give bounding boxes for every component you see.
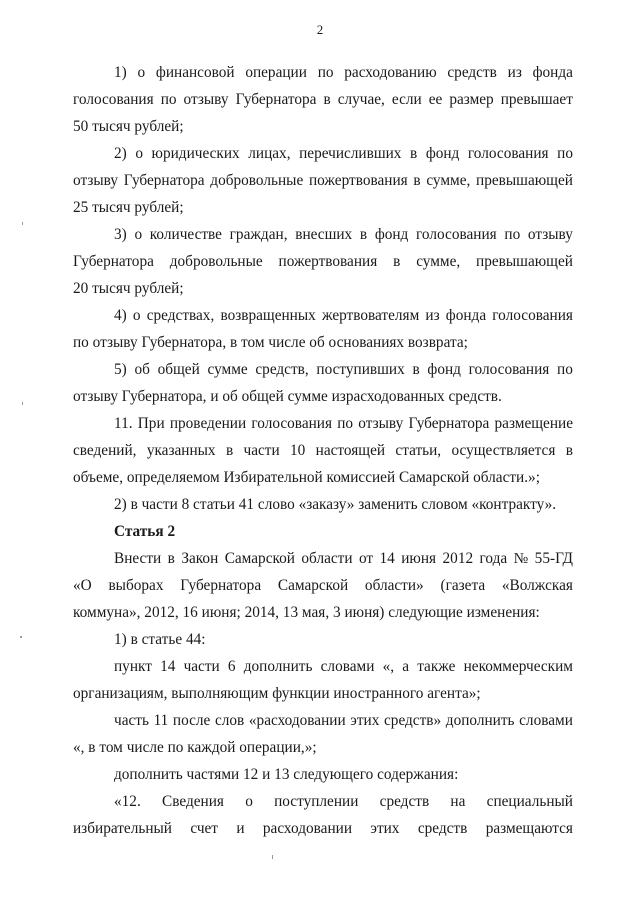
word: 4) [114,307,127,324]
word: об [134,361,150,378]
word: отзыву [358,415,404,432]
text-line: 1) в статье 44: [114,631,206,648]
text-line [114,145,573,163]
word: расходовании [262,820,353,837]
word: в [413,172,421,189]
word: сумме, [426,172,471,189]
word: выборах [108,577,164,594]
word: отзыву [183,91,229,108]
text-line: коммуна», 2012, 16 июня; 2014, 13 мая, 3 июня) следующие изменения: [73,604,540,621]
text-line: 20 тысяч рублей; [73,280,184,297]
word: по [317,64,334,81]
word: и [236,820,245,837]
word: голосования [492,307,573,324]
word: этих [370,820,400,837]
word: средств, [255,361,309,378]
word: если [391,91,422,108]
text-line [73,253,573,271]
text-line [114,226,573,244]
word: превышает [500,91,573,108]
word: голосования [416,226,497,243]
word: 10 [290,442,306,459]
word: о [137,64,146,81]
text-line [114,712,573,730]
scan-speck [22,222,23,225]
word: части [243,442,280,459]
word: о [135,145,143,162]
text-line: 2) в части 8 статьи 41 слово «заказу» заменить словом «контракту». [114,496,557,513]
word: голосования [73,91,154,108]
word: (газета [440,577,486,594]
text-line [114,793,573,811]
word: в [323,91,331,108]
word: При [137,415,165,432]
text-line: отзыву Губернатора, и об общей сумме израсходованных средств. [73,388,502,405]
word: от [358,550,374,567]
text-line: дополнить частями 12 и 13 следующего содержания: [114,766,459,783]
word: фонд [425,145,460,162]
word: Губернатора [235,91,317,108]
word: области [301,550,353,567]
word: по [337,415,354,432]
text-line [73,577,573,595]
word: избирательный [73,820,172,837]
word: средствах, [146,307,215,324]
word: специальный [486,793,573,810]
word: отзыву [527,226,573,243]
scan-speck [22,402,23,405]
word: 2) [114,145,127,162]
word: счет [190,820,218,837]
word: о [132,307,141,324]
word: Самарской [224,550,295,567]
word: средств [417,820,468,837]
word: общей [157,361,200,378]
text-line [114,307,573,325]
word: части [183,658,220,675]
word: добровольные [169,253,263,270]
text-line [114,550,573,568]
word: в [393,253,401,270]
word: в [225,442,234,459]
word: перечисливших [299,145,402,162]
word: голосования [468,361,550,378]
text-line [114,361,573,379]
word: Внести [114,550,162,567]
word: 2012 [442,550,474,567]
word: юридических [151,145,240,162]
word: в [412,361,420,378]
word: сумме, [416,253,461,270]
text-line [114,658,573,676]
word: Самарской [277,577,349,594]
word: отзыву [73,172,118,189]
word: 1) [114,64,127,81]
word: «расходовании [248,712,346,729]
word: превышающей [476,253,573,270]
word: словами [519,712,573,729]
word: в [167,550,175,567]
text-line [73,172,573,190]
word: а [402,658,410,675]
word: из [425,307,440,324]
word: Закон [181,550,219,567]
word: года [479,550,508,567]
word: дополнить [243,658,313,675]
word: фонд [427,361,461,378]
word: Губернатора [73,253,154,270]
word: поступлении [274,793,359,810]
word: также [417,658,456,675]
word: 14 [379,550,395,567]
word: указанных [146,442,216,459]
word: из [507,64,522,81]
word: осуществляется [451,442,556,459]
article-heading: Статья 2 [114,523,176,540]
word: жертвователям [321,307,420,324]
word: проведении [169,415,247,432]
word: 14 [160,658,176,675]
word: № [513,550,529,567]
word: пожертвования [278,253,378,270]
word: 3) [114,226,127,243]
word: сведений, [73,442,137,459]
word: по [557,361,573,378]
word: фонд [374,226,409,243]
text-line [73,91,573,109]
scan-speck [272,855,273,859]
word: 11. [114,415,133,432]
word: фонда [445,307,487,324]
word: размещаются [485,820,573,837]
word: в [565,442,573,459]
word: «О [73,577,92,594]
word: Губернатора [180,577,262,594]
scan-speck [20,636,22,638]
word: голосования [467,145,549,162]
word: пожертвования [308,172,408,189]
word: слов [214,712,245,729]
word: «Волжская [501,577,573,594]
word: лицах, [248,145,291,162]
word: некоммерческим [463,658,573,675]
word: 11 [153,712,169,729]
word: финансовой [155,64,235,81]
word: возвращенных [220,307,316,324]
page-number: 2 [316,22,324,37]
word: сумме [207,361,248,378]
word: 55-ГД [534,550,573,567]
word: июня [401,550,437,567]
word: области» [364,577,424,594]
word: дополнить [445,712,515,729]
word: 5) [114,361,127,378]
word: добровольные [210,172,304,189]
text-line [73,442,573,460]
word: размер [449,91,494,108]
word: этих [350,712,380,729]
word: часть [114,712,149,729]
word: средств [447,64,497,81]
text-line [114,415,573,433]
text-line [114,64,573,82]
text-line [73,820,573,838]
word: Губернатора [408,415,490,432]
word: внесших [295,226,353,243]
word: 6 [227,658,236,675]
word: голосования [251,415,333,432]
word: количестве [149,226,222,243]
text-line: 50 тысяч рублей; [73,118,184,135]
word: Губернатора [123,172,205,189]
text-line: «, в том числе по каждой операции,»; [73,739,317,756]
word: в [359,226,368,243]
word: «, [382,658,395,675]
word: на [450,793,466,810]
word: по [160,91,177,108]
word: о [245,793,253,810]
word: пункт [114,658,152,675]
word: настоящей [315,442,386,459]
word: расходованию [344,64,437,81]
word: случае, [337,91,385,108]
word: Сведения [162,793,224,810]
text-line: по отзыву Губернатора, в том числе об основаниях возврата; [73,334,468,351]
word: граждан, [229,226,288,243]
word: в [410,145,418,162]
text-line: объеме, определяемом Избирательной комиссией Самарской области.»; [73,469,540,486]
word: после [172,712,211,729]
text-line: 25 тысяч рублей; [73,199,184,216]
text-line: организациям, выполняющим функции иностранного агента»; [73,685,481,702]
word: средств» [384,712,442,729]
word: по [504,226,521,243]
word: поступивших [316,361,405,378]
word: размещение [494,415,573,432]
word: статьи, [395,442,442,459]
word: фонда [532,64,573,81]
word: превышающей [476,172,573,189]
word: по [557,145,573,162]
word: средств [379,793,430,810]
word: ее [428,91,443,108]
word: о [134,226,143,243]
word: операции [245,64,307,81]
word: словами [320,658,375,675]
word: «12. [114,793,141,810]
